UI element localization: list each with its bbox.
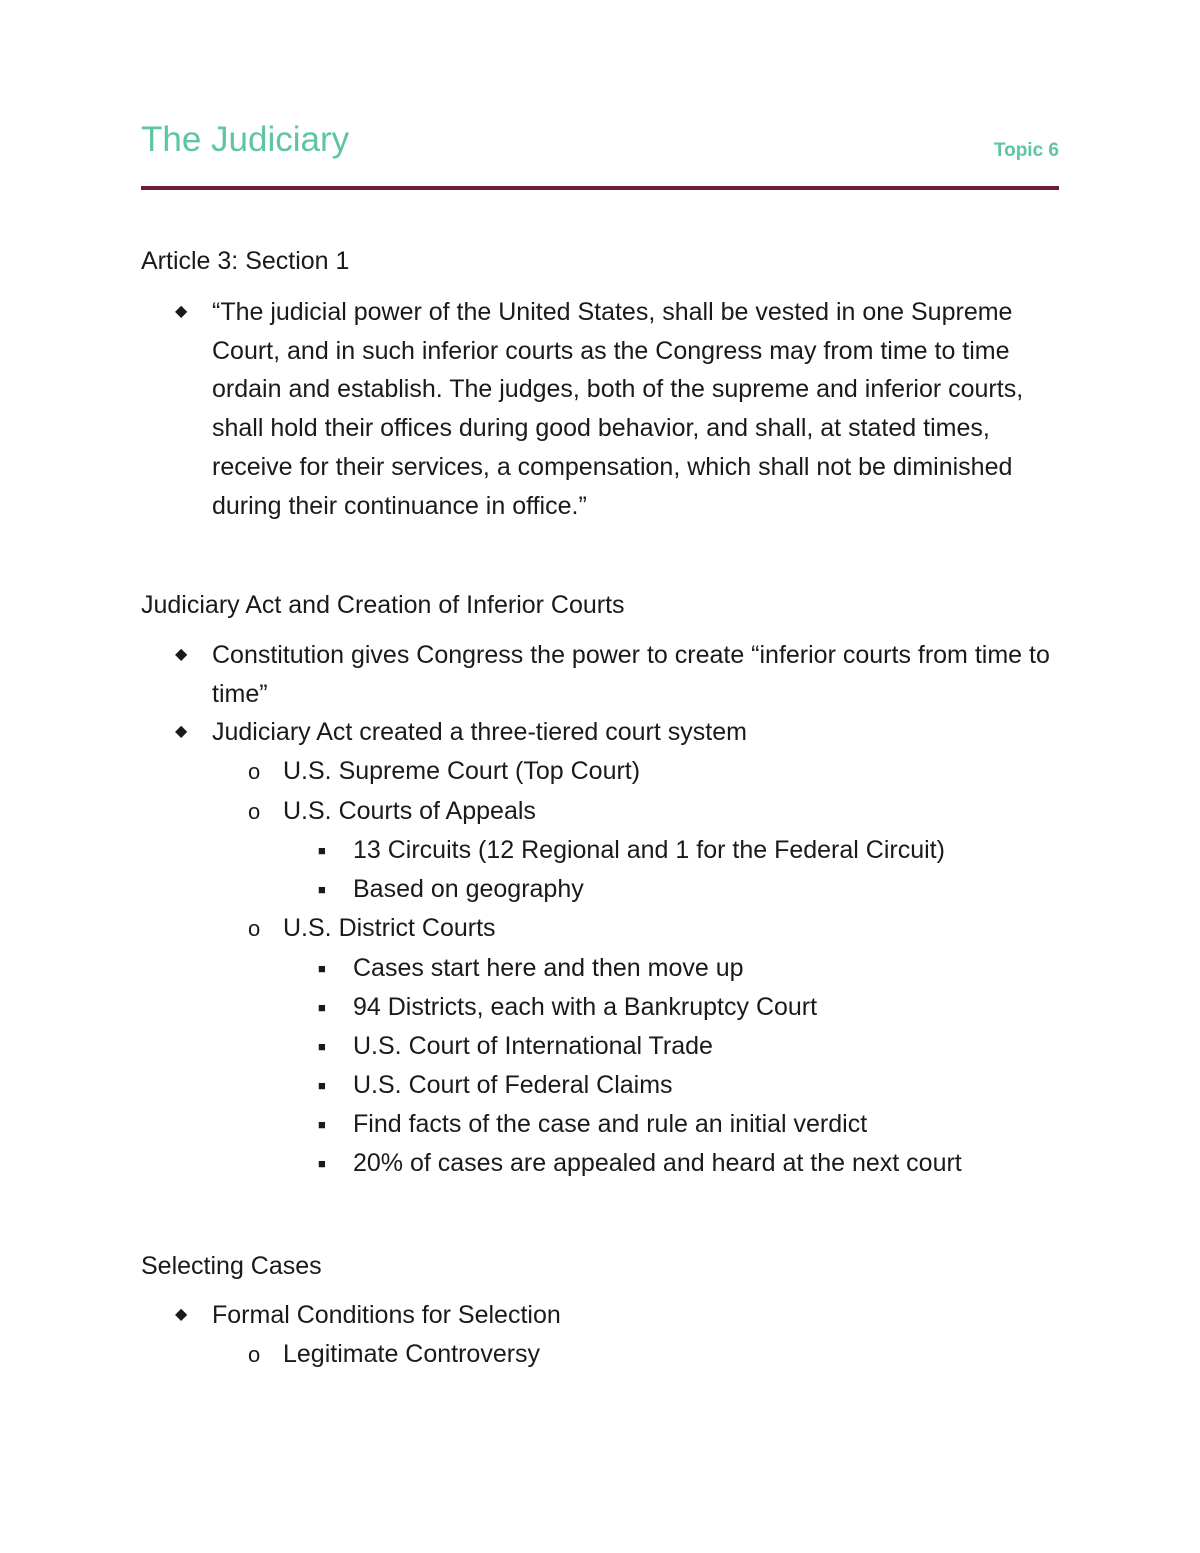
list-item — [141, 1027, 1059, 1066]
list-item-text: Judiciary Act created a three-tiered court system — [212, 718, 747, 747]
page-header — [141, 118, 1059, 168]
list-item-text: U.S. Courts of Appeals — [283, 796, 536, 825]
list-item-text: Cases start here and then move up — [353, 953, 744, 982]
sub-list — [212, 1335, 1059, 1375]
list-item — [141, 1335, 1059, 1375]
section-heading: Judiciary Act and Creation of Inferior Courts — [141, 591, 625, 619]
list-item — [141, 713, 1059, 1182]
sub-list — [212, 752, 1059, 1183]
circle-marker: o — [248, 916, 261, 942]
list-item — [141, 1296, 1059, 1374]
square-marker: ■ — [318, 960, 326, 976]
bullet-list — [141, 636, 1059, 1183]
square-marker: ■ — [318, 1038, 326, 1054]
section-selecting-cases — [141, 1247, 1059, 1374]
list-item — [141, 1144, 1059, 1183]
section-heading: Article 3: Section 1 — [141, 247, 350, 275]
circle-marker: o — [248, 1341, 261, 1367]
list-item-text: 20% of cases are appealed and heard at the next court — [353, 1148, 962, 1177]
list-item — [141, 752, 1059, 792]
section-heading: Selecting Cases — [141, 1252, 322, 1280]
list-item-text: Legitimate Controversy — [283, 1339, 541, 1368]
bullet-marker: ◆ — [175, 646, 188, 663]
bullet-list — [141, 1296, 1059, 1374]
list-item-text: Find facts of the case and rule an initial verdict — [353, 1109, 868, 1138]
square-marker: ■ — [318, 1155, 326, 1171]
list-item-text: 94 Districts, each with a Bankruptcy Court — [353, 992, 818, 1021]
list-item — [141, 870, 1059, 909]
list-item — [141, 831, 1059, 870]
circle-marker: o — [248, 759, 261, 785]
list-item-text: U.S. District Courts — [283, 914, 496, 943]
list-item — [141, 949, 1059, 988]
quote-text: “The judicial power of the United States, shall be vested in one Supreme Court, and in such inferior courts as the Congress may from time to time ordain and establish. The judges, both of the supreme and inferior courts, shall hold their offices during good behavior, and shall, at stated times, receive for their services, a compensation, which shall not be diminished during their continuance in office.” — [212, 298, 1024, 520]
list-item — [141, 293, 1059, 525]
list-item — [141, 988, 1059, 1027]
list-item — [141, 909, 1059, 1183]
list-item — [141, 636, 1059, 713]
bullet-marker: ◆ — [175, 723, 188, 741]
list-item-text: Constitution gives Congress the power to create “inferior courts from time to time” — [212, 641, 1050, 708]
list-item-text: U.S. Court of Federal Claims — [353, 1070, 673, 1099]
list-item-text: 13 Circuits (12 Regional and 1 for the Federal Circuit) — [353, 836, 945, 865]
square-marker: ■ — [318, 1116, 326, 1132]
list-item — [141, 1105, 1059, 1144]
square-marker: ■ — [318, 999, 326, 1015]
square-marker: ■ — [318, 1077, 326, 1093]
section-judiciary-act — [141, 586, 1059, 1183]
list-item-text: U.S. Supreme Court (Top Court) — [283, 757, 641, 786]
list-item-text: Formal Conditions for Selection — [212, 1301, 561, 1329]
header-divider — [141, 186, 1059, 190]
list-item-text: U.S. Court of International Trade — [353, 1031, 713, 1060]
list-item — [141, 1066, 1059, 1105]
bullet-list — [141, 293, 1059, 525]
sub-sub-list — [283, 949, 1059, 1183]
page-title: The Judiciary — [141, 120, 350, 159]
circle-marker: o — [248, 798, 261, 824]
sub-sub-list — [283, 831, 1059, 909]
topic-label: Topic 6 — [993, 140, 1059, 161]
square-marker: ■ — [318, 882, 326, 898]
bullet-marker: ◆ — [175, 303, 188, 320]
list-item-text: Based on geography — [353, 875, 584, 904]
bullet-marker: ◆ — [175, 1306, 188, 1323]
list-item — [141, 792, 1059, 910]
square-marker: ■ — [318, 843, 326, 859]
section-article-3 — [141, 242, 1059, 525]
